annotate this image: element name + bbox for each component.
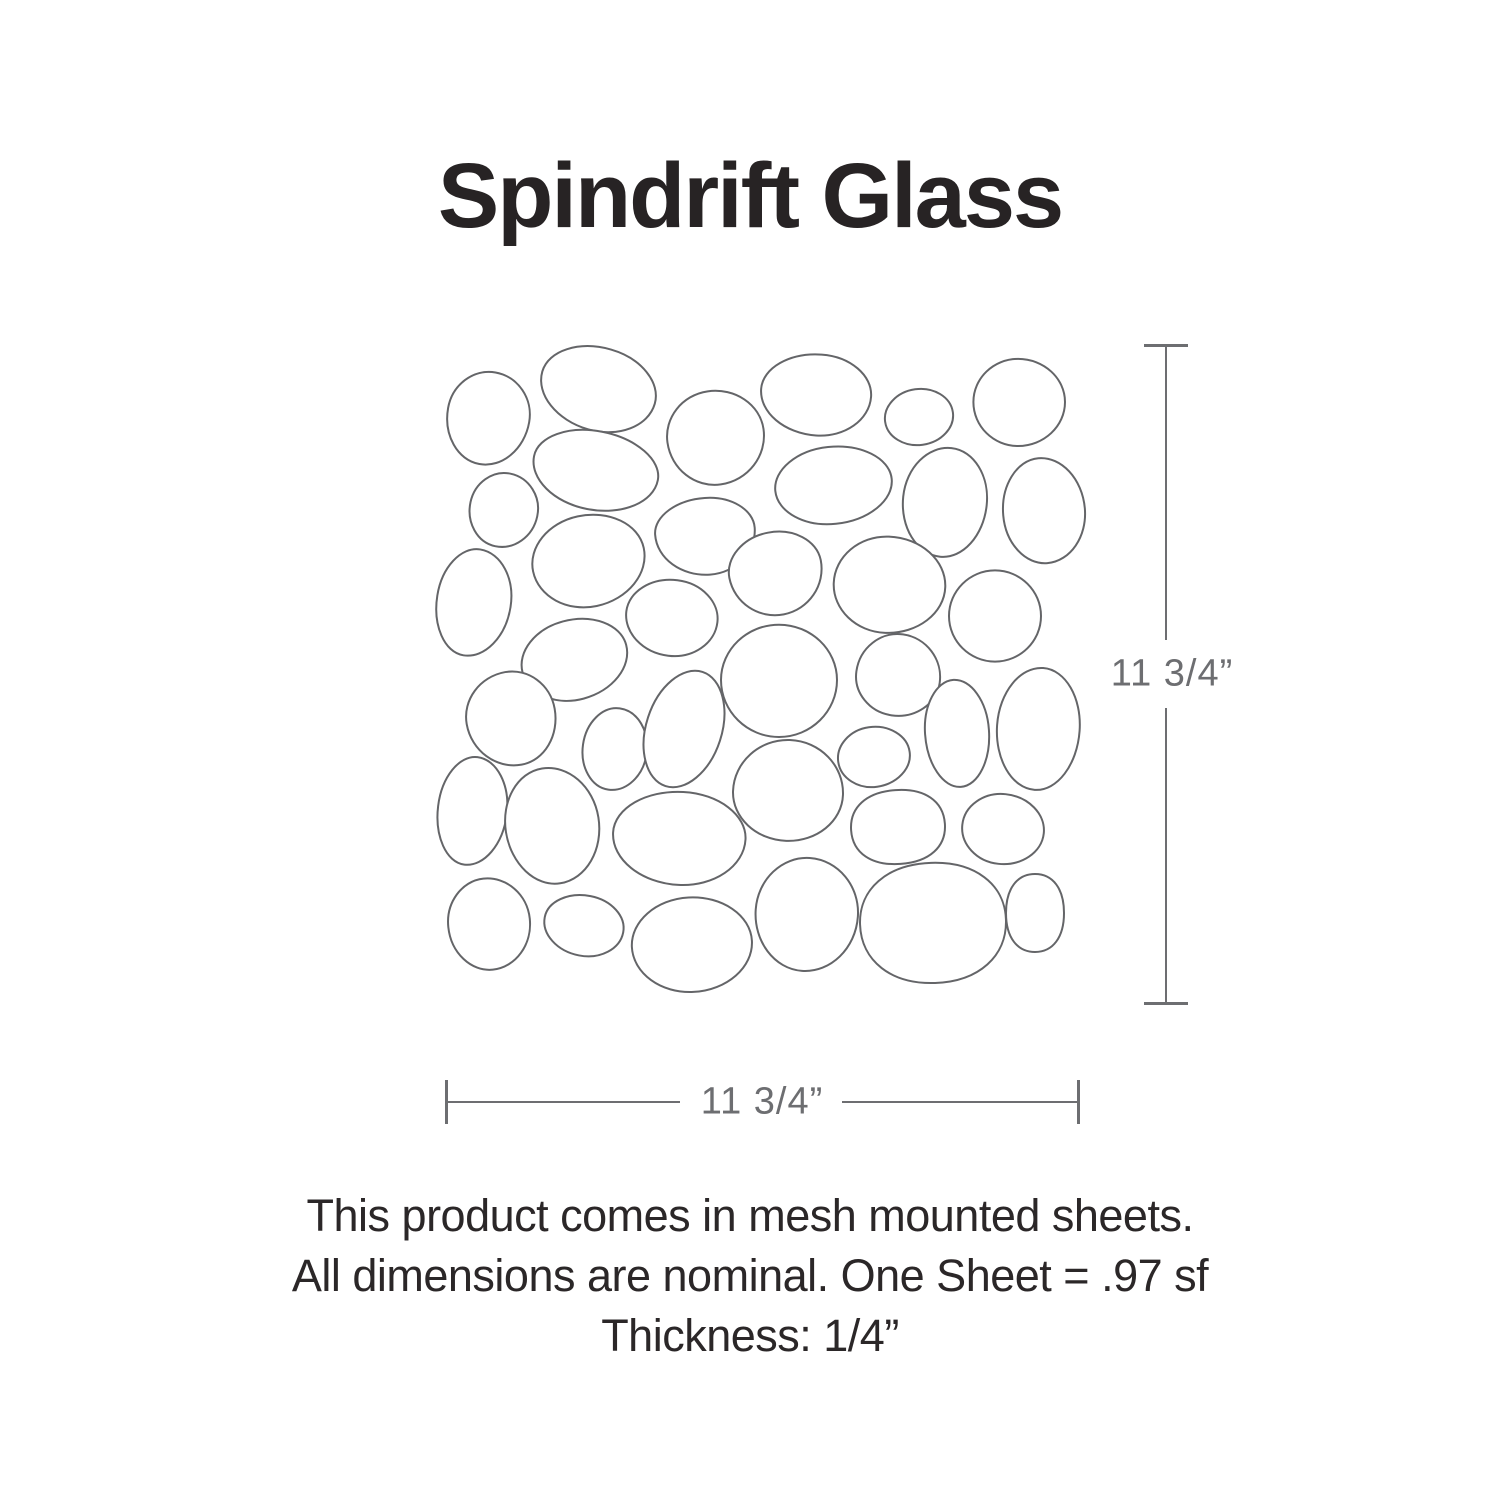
pebble-outline (959, 790, 1048, 868)
pebble-outline (849, 787, 948, 867)
height-dimension-line-upper (1165, 345, 1167, 640)
pebble-outline (526, 420, 665, 521)
pebble-outline (530, 340, 665, 445)
pebble-outline (430, 544, 519, 661)
pebble-outline (1006, 874, 1064, 952)
description-line-3: Thickness: 1/4” (601, 1310, 899, 1361)
pebble-outline (661, 384, 770, 491)
pebble-outline (973, 359, 1065, 446)
description-line-1: This product comes in mesh mounted sheets. (306, 1190, 1194, 1241)
pebble-outline (858, 860, 1008, 985)
pebble-mosaic-illustration (430, 340, 1100, 1050)
pebble-outline (431, 753, 513, 869)
pebble-outline (752, 855, 862, 975)
pebble-outline (834, 722, 914, 791)
pebble-outline (622, 575, 722, 662)
pebble-outline (577, 704, 652, 794)
pebble-outline (444, 874, 535, 974)
pebble-outline (921, 678, 992, 789)
width-dimension-label: 11 3/4” (700, 1080, 824, 1123)
pebble-outline (999, 455, 1090, 567)
pebble-outline (539, 888, 629, 963)
pebble-outline (629, 894, 754, 995)
pebble-outline (731, 738, 844, 843)
pebble-outline (463, 467, 545, 554)
width-dimension-line-left (446, 1101, 680, 1103)
pebble-outline (949, 570, 1041, 661)
height-dimension-label: 11 3/4” (1110, 652, 1234, 695)
width-dimension-line-right (842, 1101, 1079, 1103)
product-description (0, 1186, 1500, 1366)
pebble-outline (993, 665, 1084, 793)
pebble-outline (439, 365, 536, 471)
description-line-2: All dimensions are nominal. One Sheet = .97 sf (291, 1250, 1209, 1301)
pebble-outline (758, 351, 874, 440)
pebble-outline (721, 625, 837, 737)
pebble-outline (881, 385, 957, 450)
page-title: Spindrift Glass (437, 145, 1063, 247)
pebble-outline (771, 441, 895, 530)
width-dimension-right-cap (1077, 1080, 1080, 1124)
height-dimension-bottom-cap (1144, 1002, 1188, 1005)
height-dimension-line-lower (1165, 708, 1167, 1004)
pebble-outline (611, 788, 748, 888)
